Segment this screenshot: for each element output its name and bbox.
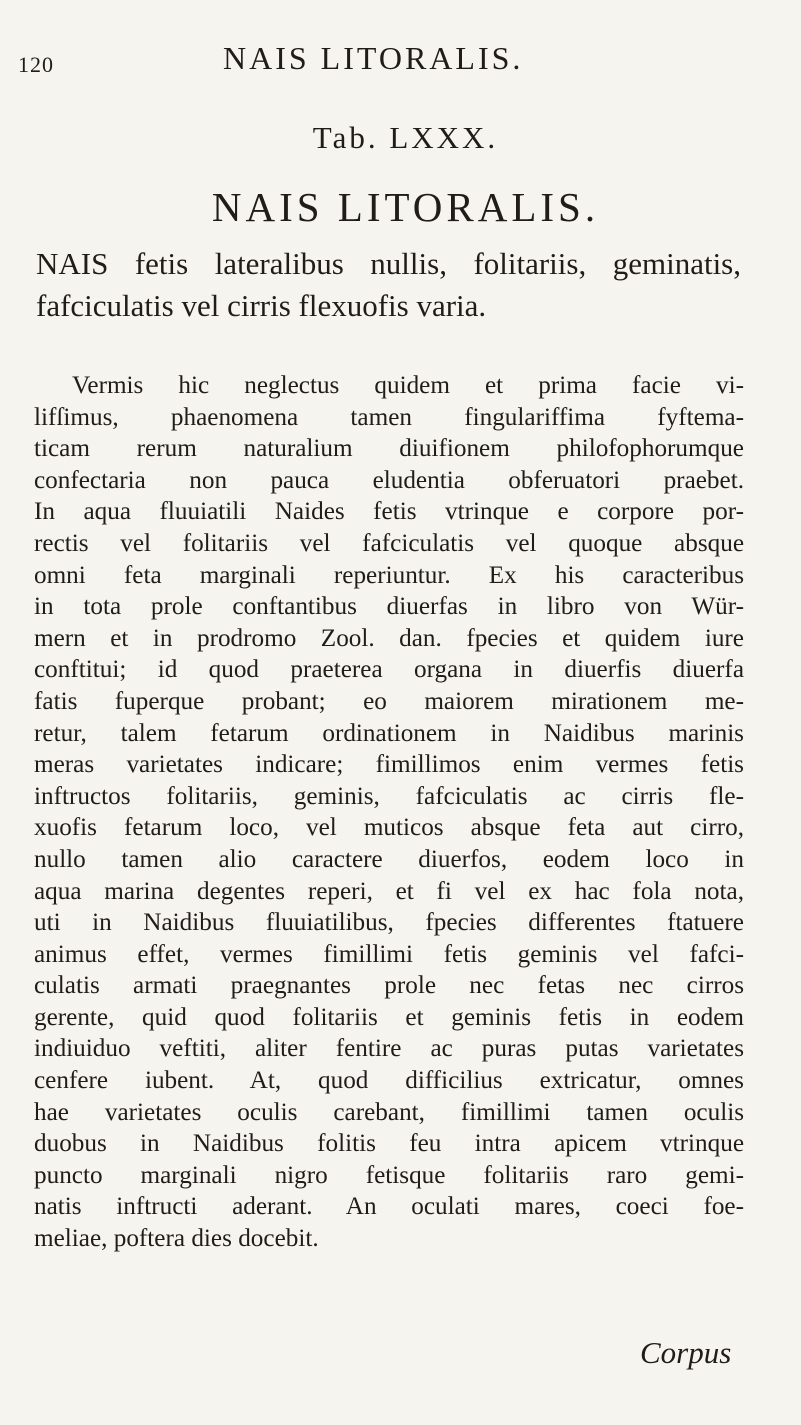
text-line: uti in Naidibus fluuiatilibus, fpecies differentes ftatuere bbox=[34, 909, 744, 937]
plate-label: Tab. LXXX. bbox=[312, 120, 499, 155]
text-line: natis inftructi aderant. An oculati mares, coeci foe- bbox=[34, 1193, 744, 1221]
text-line: animus effet, vermes fimillimi fetis geminis vel fafci- bbox=[34, 940, 744, 968]
text-line: inftructos folitariis, geminis, fafciculatis ac cirris fle- bbox=[34, 782, 744, 810]
text-line: cenfere iubent. At, quod difficilius extricatur, omnes bbox=[34, 1067, 744, 1095]
catchword: Corpus bbox=[640, 1335, 732, 1370]
text-line: rectis vel folitariis vel fafciculatis vel quoque absque bbox=[34, 529, 744, 557]
text-line: meliae, poftera dies docebit. bbox=[34, 1225, 319, 1253]
text-line: xuofis fetarum loco, vel muticos absque feta aut cirro, bbox=[34, 814, 744, 842]
body-text bbox=[34, 370, 744, 1255]
text-line: fatis fuperque probant; eo maiorem mirationem me- bbox=[34, 687, 744, 715]
text-line: indiuiduo veftiti, aliter fentire ac puras putas varietates bbox=[34, 1035, 744, 1063]
species-title: NAIS LITORALIS. bbox=[211, 184, 600, 230]
species-diagnosis: NAIS fetis lateralibus nullis, folitariis, geminatis, fafciculatis vel cirris flexuofis varia. bbox=[36, 246, 741, 323]
text-line: ticam rerum naturalium diuifionem philofophorumque bbox=[34, 435, 744, 463]
text-line: hae varietates oculis carebant, fimillimi tamen oculis bbox=[34, 1098, 744, 1126]
text-line: meras varietates indicare; fimillimos enim vermes fetis bbox=[34, 751, 744, 779]
text-line: In aqua fluuiatili Naides fetis vtrinque e corpore por- bbox=[34, 498, 744, 526]
text-line: duobus in Naidibus folitis feu intra apicem vtrinque bbox=[34, 1130, 744, 1158]
text-line: in tota prole conftantibus diuerfas in libro von Wür- bbox=[34, 593, 744, 621]
text-line: gerente, quid quod folitariis et geminis fetis in eodem bbox=[34, 1003, 744, 1031]
text-line: omni feta marginali reperiuntur. Ex his caracteribus bbox=[34, 561, 744, 589]
text-line: aqua marina degentes reperi, et fi vel ex hac fola nota, bbox=[34, 877, 744, 905]
text-line: confectaria non pauca eludentia obferuatori praebet. bbox=[34, 466, 744, 494]
running-head-title: NAIS LITORALIS. bbox=[223, 40, 524, 76]
text-line: mern et in prodromo Zool. dan. fpecies et quidem iure bbox=[34, 624, 744, 652]
text-line: puncto marginali nigro fetisque folitariis raro gemi- bbox=[34, 1161, 744, 1189]
text-line: lifſimus, phaenomena tamen fingulariffima fyftema- bbox=[34, 403, 744, 431]
text-line: Vermis hic neglectus quidem et prima facie vi- bbox=[72, 372, 744, 399]
page-number: 120 bbox=[18, 52, 54, 77]
text-line: culatis armati praegnantes prole nec fetas nec cirros bbox=[34, 972, 744, 1000]
running-head bbox=[18, 40, 761, 80]
text-line: nullo tamen alio caractere diuerfos, eodem loco in bbox=[34, 845, 744, 873]
text-line: retur, talem fetarum ordinationem in Naidibus marinis bbox=[34, 719, 744, 747]
text-line: conftitui; id quod praeterea organa in diuerfis diuerfa bbox=[34, 656, 744, 684]
